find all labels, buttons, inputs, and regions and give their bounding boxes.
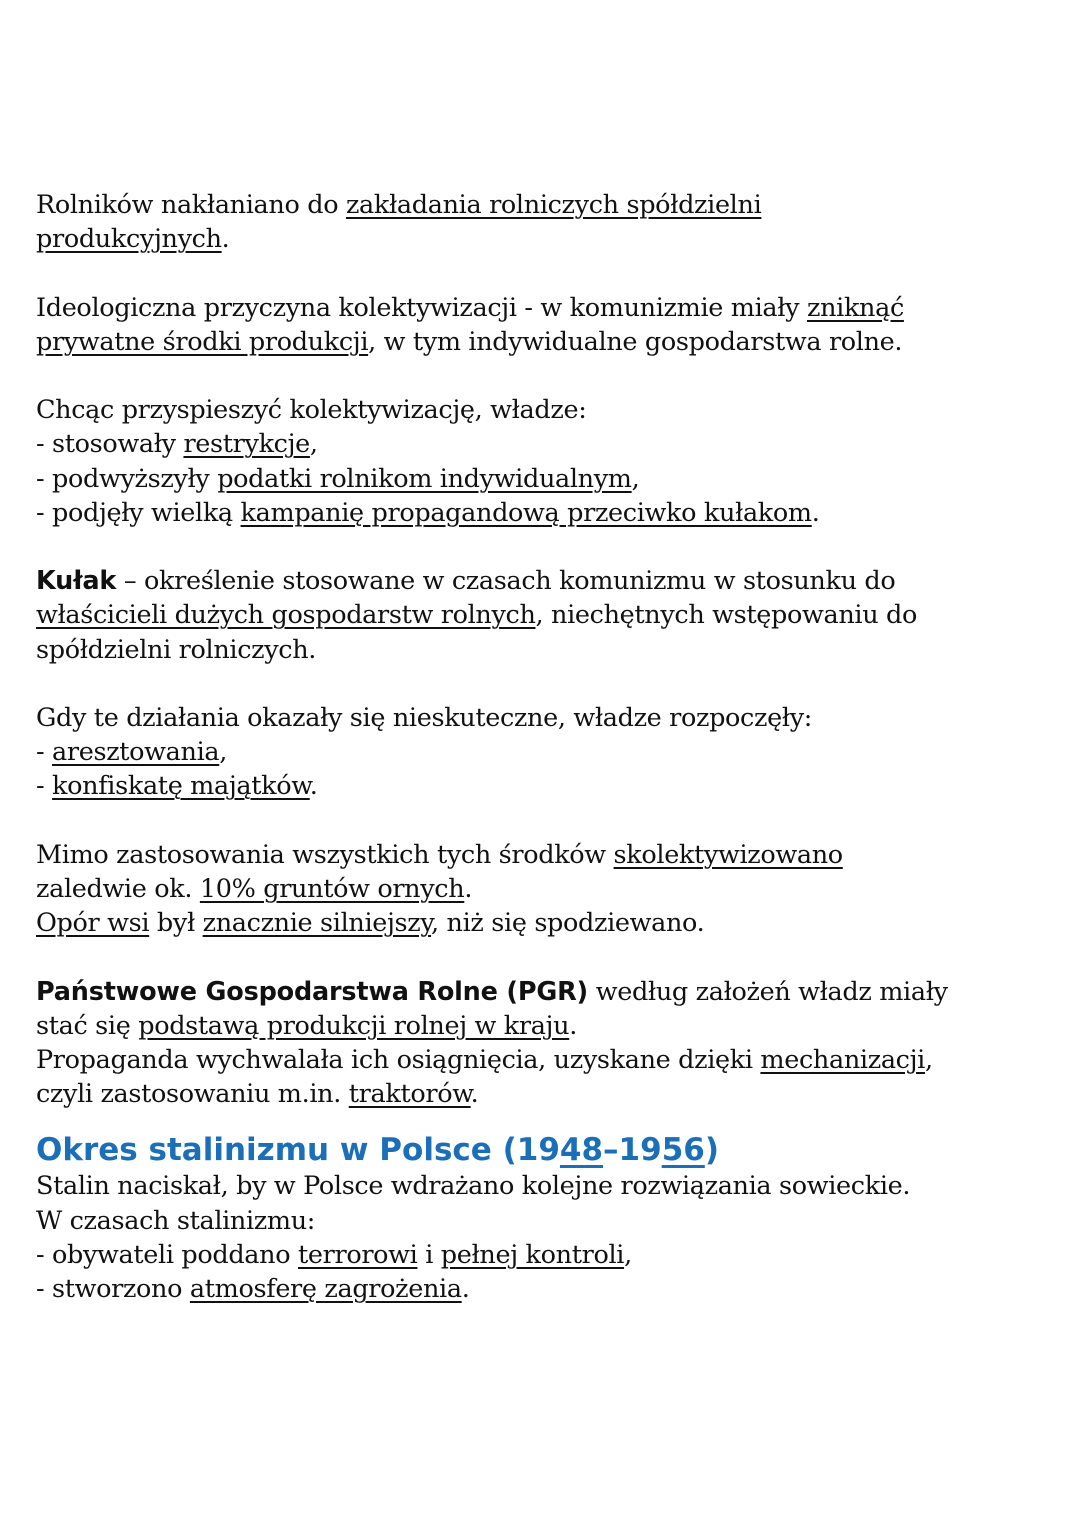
- text: i: [417, 1239, 441, 1270]
- underlined-term: terrorowi: [298, 1239, 418, 1270]
- text: ,: [219, 737, 228, 768]
- underlined-term: atmosferę zagrożenia: [189, 1274, 462, 1304]
- underlined-term: Opór wsi: [36, 908, 150, 939]
- list-item: [36, 462, 1056, 496]
- list-item: [36, 1238, 1056, 1272]
- underlined-digits: 56: [661, 1132, 705, 1169]
- underlined-term: restrykcje: [183, 429, 310, 460]
- text: zaledwie ok.: [36, 873, 200, 904]
- list-intro: W czasach stalinizmu:: [36, 1205, 316, 1236]
- text: -: [36, 737, 53, 768]
- text: , w tym indywidualne gospodarstwa rolne.: [368, 326, 903, 357]
- paragraph-pgr: [36, 975, 1056, 1112]
- text: Propaganda wychwalała ich osiągnięcia, uzyskane dzięki: [36, 1044, 761, 1075]
- underlined-term: podatki rolnikom indywidualnym: [217, 463, 632, 494]
- list-item: [36, 427, 1056, 461]
- text: -: [36, 771, 53, 802]
- underlined-digits: 48: [559, 1132, 604, 1169]
- text: .: [309, 771, 318, 802]
- text: Rolników nakłaniano do: [36, 190, 346, 220]
- text: Ideologiczna przyczyna kolektywizacji - w komunizmie miały: [36, 292, 807, 323]
- underlined-term: kampanię propagandową przeciwko kułakom: [240, 497, 812, 528]
- text: , niż się spodziewano.: [431, 908, 705, 939]
- underlined-term: konfiskatę majątków: [52, 771, 310, 802]
- paragraph-repressions: [36, 701, 1056, 804]
- text: czyli zastosowaniu m.in.: [36, 1079, 349, 1110]
- section-stalinism-body: [36, 1169, 1056, 1306]
- text: .: [470, 1079, 479, 1110]
- list-item: [36, 496, 1056, 530]
- list-item: [36, 735, 1056, 769]
- text: był: [149, 908, 203, 939]
- text: według założeń władz miały: [587, 976, 948, 1007]
- text: ): [704, 1132, 719, 1169]
- underlined-term: podstawą produkcji rolnej w kraju: [138, 1010, 570, 1041]
- underlined-term: zniknąć: [806, 292, 904, 323]
- underlined-term: prywatne środki produkcji: [36, 326, 369, 357]
- list-intro: Chcąc przyspieszyć kolektywizację, władze:: [36, 395, 587, 426]
- bold-term: Państwowe Gospodarstwa Rolne (PGR): [36, 976, 588, 1007]
- paragraph-accelerate-measures: [36, 393, 1056, 530]
- text: .: [464, 873, 473, 904]
- text: Okres stalinizmu w Polsce (19: [36, 1132, 560, 1169]
- text: .: [811, 497, 820, 528]
- list-intro: Gdy te działania okazały się nieskuteczne, władze rozpoczęły:: [36, 702, 813, 733]
- text: .: [221, 224, 230, 255]
- paragraph-cooperatives: [36, 188, 1056, 256]
- text: ,: [624, 1239, 632, 1270]
- paragraph-ideological-cause: [36, 291, 1056, 359]
- text: - stworzono: [36, 1274, 190, 1304]
- paragraph-kulak-definition: [36, 564, 1056, 667]
- text: – określenie stosowane w czasach komunizmu w stosunku do: [116, 566, 896, 597]
- text: - obywateli poddano: [36, 1239, 298, 1270]
- text: .: [461, 1274, 470, 1304]
- underlined-term: skolektywizowano: [613, 839, 843, 870]
- underlined-term: traktorów: [348, 1079, 471, 1110]
- text: Stalin naciskał, by w Polsce wdrażano kolejne rozwiązania sowieckie.: [36, 1171, 911, 1202]
- text: ,: [309, 429, 318, 460]
- underlined-term: znacznie silniejszy: [202, 908, 432, 939]
- list-item: [36, 1272, 1056, 1306]
- text: Mimo zastosowania wszystkich tych środków: [36, 839, 614, 870]
- bold-term: Kułak: [36, 566, 117, 597]
- underlined-term: aresztowania: [52, 737, 220, 768]
- text: spółdzielni rolniczych.: [36, 634, 317, 665]
- underlined-term: mechanizacji: [760, 1044, 925, 1075]
- text: - stosowały: [36, 429, 184, 460]
- document-page: [36, 188, 1056, 1306]
- text: ,: [631, 463, 640, 494]
- paragraph-results: [36, 838, 1056, 941]
- text: –19: [603, 1132, 662, 1169]
- text: , niechętnych wstępowaniu do: [535, 600, 918, 631]
- text: stać się: [36, 1010, 139, 1041]
- underlined-term: pełnej kontroli: [440, 1239, 625, 1270]
- underlined-term: 10% gruntów ornych: [199, 873, 465, 904]
- text: ,: [924, 1044, 933, 1075]
- underlined-term: produkcyjnych: [36, 224, 222, 255]
- section-heading: [36, 1131, 1056, 1169]
- text: - podwyższyły: [36, 463, 218, 494]
- text: .: [569, 1010, 577, 1041]
- text: - podjęły wielką: [36, 497, 241, 528]
- list-item: [36, 769, 1056, 803]
- underlined-term: zakładania rolniczych spółdzielni: [345, 190, 762, 220]
- underlined-term: właścicieli dużych gospodarstw rolnych: [36, 600, 536, 631]
